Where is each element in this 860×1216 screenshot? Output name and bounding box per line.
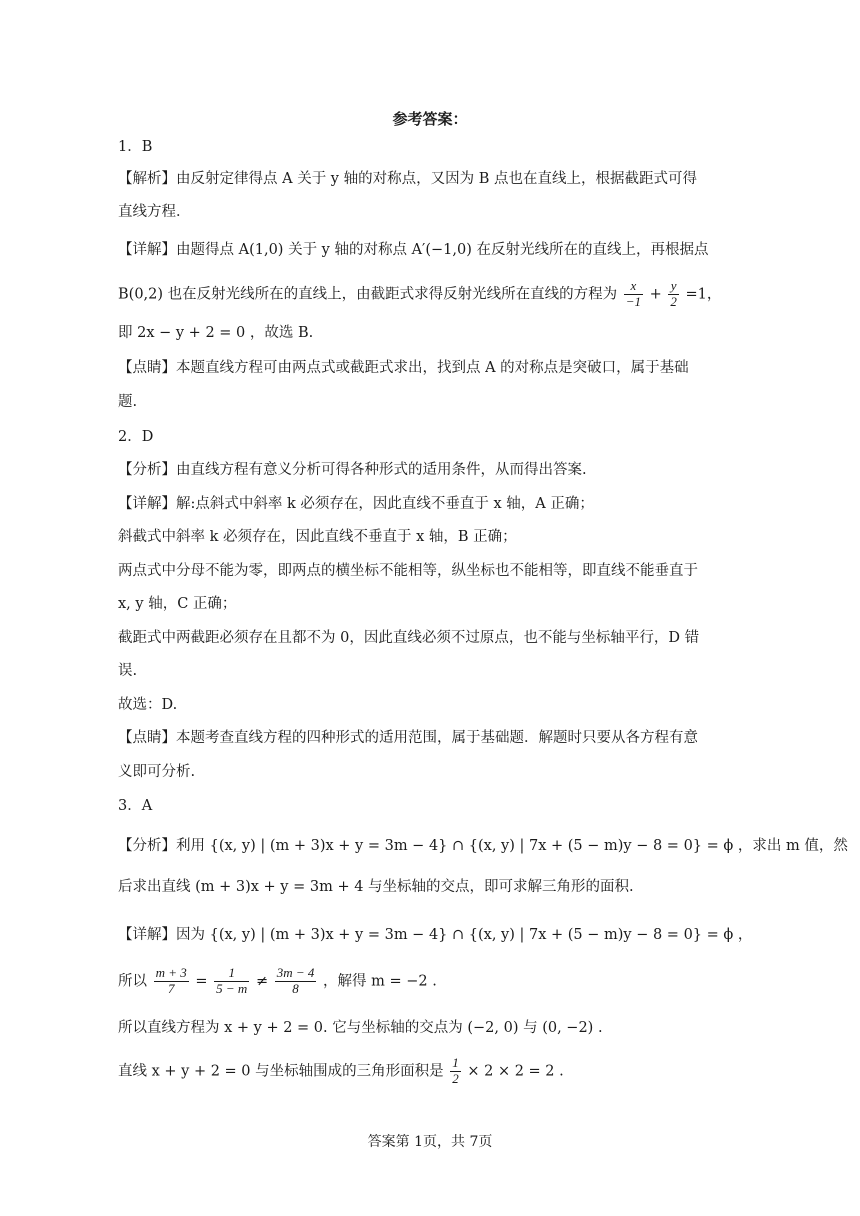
- q2-detail-line-4-cont: 误.: [118, 663, 138, 679]
- q3-analysis-cont: 后求出直线 (m + 3)x + y = 3m + 4 与坐标轴的交点，即可求解三角形的面积.: [118, 879, 634, 895]
- q3-answer: 3．A: [118, 798, 153, 814]
- q1-comment-cont: 题.: [118, 394, 138, 410]
- q1-detail-line-3: 即 2x − y + 2 = 0 ，故选 B.: [118, 325, 314, 341]
- q3-detail-text-4: 直线 x + y + 2 = 0 与坐标轴围成的三角形面积是: [118, 1063, 444, 1080]
- q3-detail-line-2: 所以 $\frac{m + 3}{7}$ = $\frac{1}{5 - m}$ ≠ $\frac{3m - 4}{8}$ ，解得 m = −2 .: [118, 965, 437, 996]
- q3-detail-line-1: 【详解】因为 {(x, y) | (m + 3)x + y = 3m − 4} ∩ {(x, y) | 7x + (5 − m)y − 8 = 0} = ϕ ，: [118, 927, 753, 943]
- q2-comment: 【点睛】本题考查直线方程的四种形式的适用范围，属于基础题．解题时只要从各方程有意: [118, 730, 698, 746]
- q1-analysis: 【解析】由反射定律得点 A 关于 y 轴的对称点，又因为 B 点也在直线上，根据截距式可得: [118, 171, 697, 187]
- q1-comment: 【点睛】本题直线方程可由两点式或截距式求出，找到点 A 的对称点是突破口，属于基础: [118, 360, 689, 376]
- q1-detail-tail: =1，: [685, 286, 722, 303]
- q2-comment-cont: 义即可分析.: [118, 764, 196, 780]
- fraction-1-over-5m: $\frac{1}{5 - m}$: [216, 965, 248, 996]
- fraction-3m4-over-8: $\frac{3m - 4}{8}$: [276, 965, 315, 996]
- q2-detail-line-4: 截距式中两截距必须存在且都不为 0，因此直线必须不过原点，也不能与坐标轴平行，D 错: [118, 630, 700, 646]
- q3-detail-text: 所以: [118, 973, 147, 990]
- q3-detail-tail: ，解得 m = −2 .: [322, 973, 437, 990]
- q3-detail-line-3: 所以直线方程为 x + y + 2 = 0. 它与坐标轴的交点为 (−2, 0) 与 (0, −2) .: [118, 1020, 603, 1036]
- q2-detail-line-3: 两点式中分母不能为零，即两点的横坐标不能相等，纵坐标也不能相等，即直线不能垂直于: [118, 563, 698, 579]
- q3-detail-tail-4: × 2 × 2 = 2 .: [467, 1063, 564, 1080]
- q1-answer: 1．B: [118, 139, 153, 155]
- q1-detail-text: B(0,2) 也在反射光线所在的直线上，由截距式求得反射光线所在直线的方程为: [118, 286, 618, 303]
- fraction-y-over-2: $\frac{y}{2}$: [670, 278, 677, 309]
- q3-analysis: 【分析】利用 {(x, y) | (m + 3)x + y = 3m − 4} ∩ {(x, y) | 7x + (5 − m)y − 8 = 0} = ϕ ，求出 m 值，然: [118, 838, 848, 854]
- page-footer: 答案第 1页，共 7页: [367, 1134, 493, 1150]
- fraction-1-over-2: $\frac{1}{2}$: [452, 1055, 459, 1086]
- q3-detail-line-4: [118, 1056, 564, 1087]
- fraction-x-over-neg1: $\frac{x}{-1}$: [625, 278, 642, 309]
- q2-detail-line-2: 斜截式中斜率 k 必须存在，因此直线不垂直于 x 轴，B 正确；: [118, 529, 517, 545]
- q2-detail-line-3-cont: x, y 轴，C 正确；: [118, 596, 237, 612]
- q1-analysis-cont: 直线方程．: [118, 204, 191, 220]
- q2-choice: 故选：D.: [118, 697, 178, 713]
- q2-detail-line-1: 【详解】解:点斜式中斜率 k 必须存在，因此直线不垂直于 x 轴，A 正确；: [118, 496, 594, 512]
- q1-detail-line-2: B(0,2) 也在反射光线所在的直线上，由截距式求得反射光线所在直线的方程为 $\frac{x}{-1}$ + $\frac{y}{2}$ =1，: [118, 278, 722, 309]
- q2-analysis: 【分析】由直线方程有意义分析可得各种形式的适用条件，从而得出答案.: [118, 462, 587, 478]
- fraction-m3-over-7: $\frac{m + 3}{7}$: [155, 965, 187, 996]
- q2-answer: 2．D: [118, 429, 154, 445]
- page-title: 参考答案：: [392, 110, 468, 128]
- q1-detail-line-1: 【详解】由题得点 A(1,0) 关于 y 轴的对称点 A′(−1,0) 在反射光线所在的直线上，再根据点: [118, 242, 709, 258]
